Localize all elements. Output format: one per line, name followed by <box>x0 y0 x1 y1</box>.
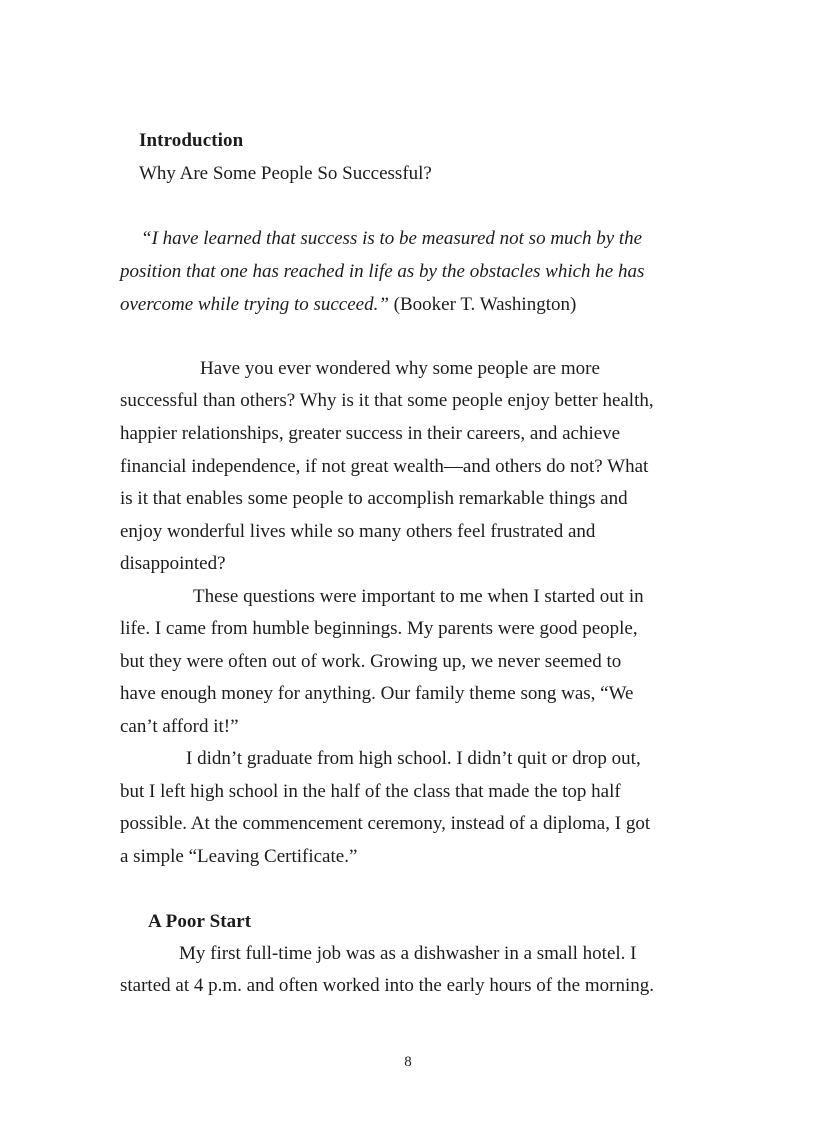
paragraph-line: is it that enables some people to accomplish remarkable things and <box>120 488 628 509</box>
quote-line: position that one has reached in life as by the obstacles which he has <box>120 261 645 282</box>
paragraph-line: enjoy wonderful lives while so many others feel frustrated and <box>120 521 596 542</box>
quote-text: overcome while trying to succeed.” <box>120 294 389 315</box>
section-heading-introduction: Introduction <box>139 130 244 151</box>
paragraph-line: can’t afford it!” <box>120 716 239 737</box>
paragraph-line: started at 4 p.m. and often worked into the early hours of the morning. <box>120 975 654 996</box>
section-subtitle: Why Are Some People So Successful? <box>139 163 432 184</box>
page-number: 8 <box>404 1054 412 1070</box>
paragraph-line: life. I came from humble beginnings. My parents were good people, <box>120 618 638 639</box>
section-heading-poor-start: A Poor Start <box>148 911 252 932</box>
paragraph-line: but they were often out of work. Growing up, we never seemed to <box>120 651 622 672</box>
paragraph-line: I didn’t graduate from high school. I didn’t quit or drop out, <box>186 748 641 769</box>
quote-attribution: (Booker T. Washington) <box>388 294 577 315</box>
paragraph-line: successful than others? Why is it that some people enjoy better health, <box>120 390 654 411</box>
paragraph-line: happier relationships, greater success in their careers, and achieve <box>120 423 621 444</box>
paragraph-line: a simple “Leaving Certificate.” <box>120 846 358 867</box>
paragraph-line: Have you ever wondered why some people are more <box>200 358 600 379</box>
quote-line: “I have learned that success is to be measured not so much by the <box>141 228 643 249</box>
paragraph-line: disappointed? <box>120 553 226 574</box>
paragraph-line: have enough money for anything. Our family theme song was, “We <box>120 683 634 704</box>
paragraph-line: possible. At the commencement ceremony, instead of a diploma, I got <box>120 813 651 834</box>
paragraph-line: These questions were important to me when I started out in <box>193 586 644 607</box>
paragraph-line: My first full-time job was as a dishwasher in a small hotel. I <box>179 943 637 964</box>
paragraph-line: but I left high school in the half of the class that made the top half <box>120 781 621 802</box>
paragraph-line: financial independence, if not great wealth—and others do not? What <box>120 456 649 477</box>
quote-line-last <box>120 295 576 314</box>
